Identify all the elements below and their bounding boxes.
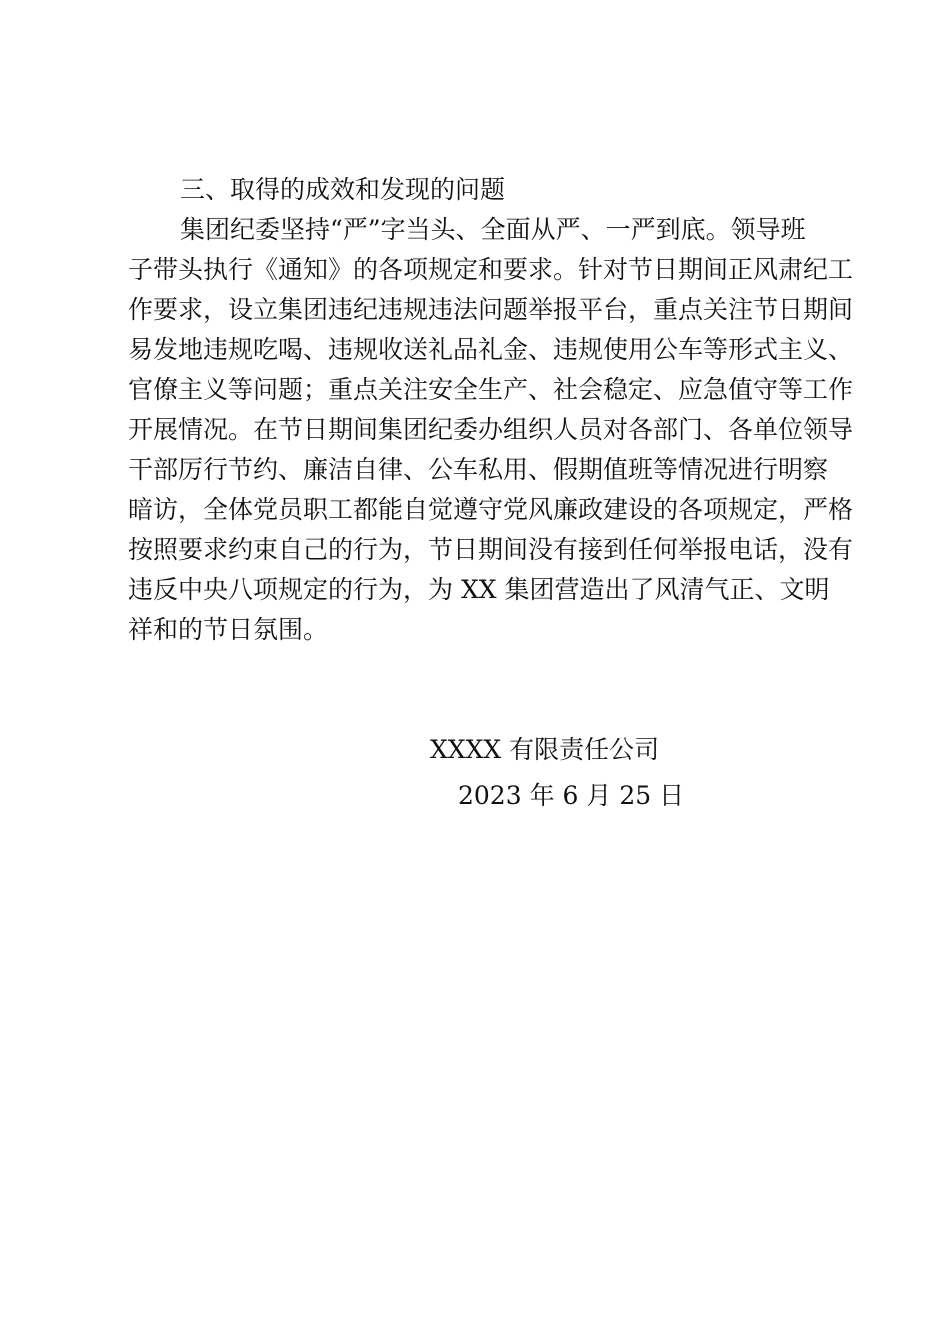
paragraph-line: 子带头执行《通知》的各项规定和要求。针对节日期间正风肃纪工 — [128, 255, 854, 284]
section-heading: 三、取得的成效和发现的问题 — [180, 175, 506, 204]
company-name: XXXX 有限责任公司 — [430, 735, 660, 764]
paragraph-line: 作要求，设立集团违纪违规违法问题举报平台，重点关注节日期间 — [128, 295, 854, 324]
paragraph-line: 按照要求约束自己的行为，节日期间没有接到任何举报电话，没有 — [128, 535, 854, 564]
paragraph-line: 暗访，全体党员职工都能自觉遵守党风廉政建设的各项规定，严格 — [128, 495, 854, 524]
body-paragraph — [128, 210, 854, 650]
paragraph-line: 官僚主义等问题；重点关注安全生产、社会稳定、应急值守等工作 — [128, 375, 854, 404]
paragraph-line: 干部厉行节约、廉洁自律、公车私用、假期值班等情况进行明察 — [128, 455, 829, 484]
paragraph-line: 祥和的节日氛围。 — [128, 615, 329, 644]
paragraph-line: 违反中央八项规定的行为，为 XX 集团营造出了风清气正、文明 — [128, 575, 830, 604]
paragraph-line: 开展情况。在节日期间集团纪委办组织人员对各部门、各单位领导 — [128, 415, 854, 444]
paragraph-line: 集团纪委坚持“严”字当头、全面从严、一严到底。领导班 — [180, 215, 806, 244]
paragraph-line: 易发地违规吃喝、违规收送礼品礼金、违规使用公车等形式主义、 — [128, 335, 854, 364]
signature-block — [430, 730, 730, 816]
signature-date: 2023 年 6 月 25 日 — [458, 781, 685, 810]
